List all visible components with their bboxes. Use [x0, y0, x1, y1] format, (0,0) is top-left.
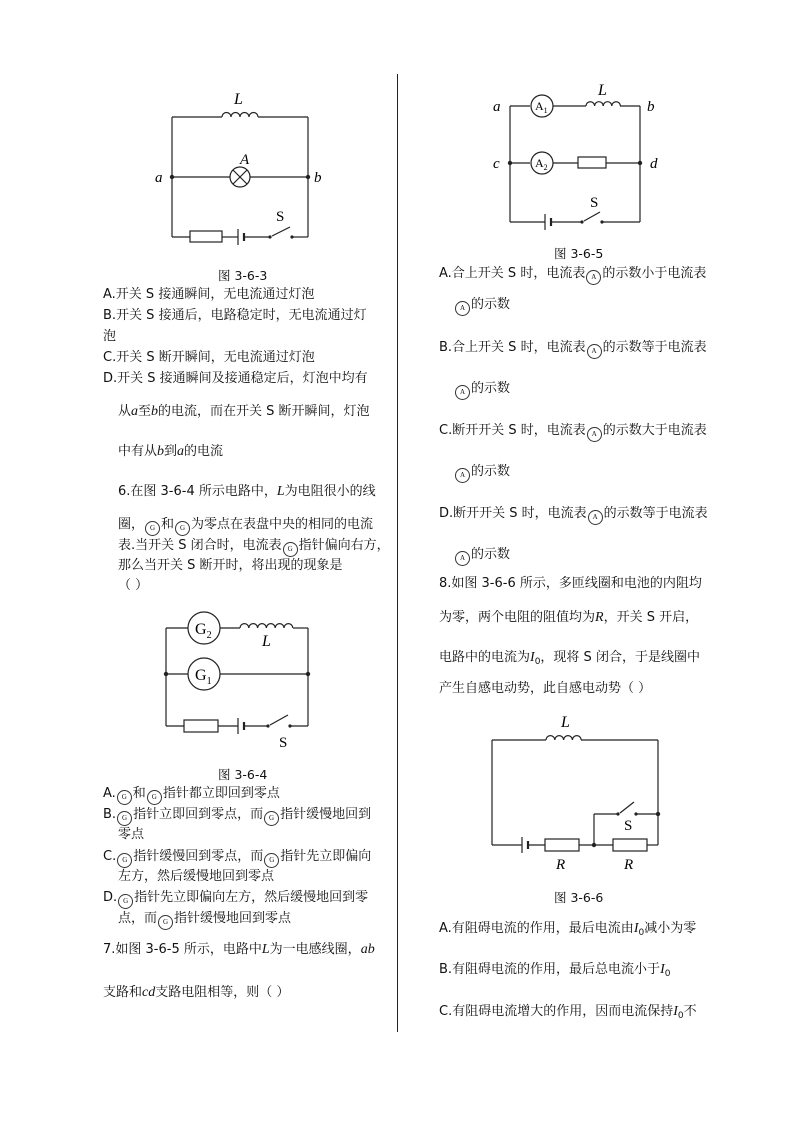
q6-line4: 那么当开关 S 断开时，将出现的现象是: [118, 558, 343, 573]
g1-meter-icon: G: [283, 542, 298, 557]
fig366-label-S: S: [624, 818, 633, 834]
g2-meter-icon: G: [158, 915, 173, 930]
q5-option-d-line2: 从a至b的电流，而在开关 S 断开瞬间，灯泡: [118, 404, 370, 419]
fig364-label-S: S: [279, 735, 288, 751]
q8-option-c: C.有阻碍电流增大的作用，因而电流保持$I_0$不: [439, 1004, 697, 1021]
q7-option-d-line2: A 的示数: [454, 547, 510, 566]
g2-meter-icon: G: [175, 521, 190, 536]
a2-meter-icon: A: [455, 385, 470, 400]
fig363-label-A: A: [240, 152, 250, 168]
q8-line3: 电路中的电流为$I_0$，现将 S 闭合，于是线圈中: [439, 650, 700, 667]
q7-option-a-line2: A 的示数: [454, 297, 510, 316]
q6-option-c-line2: 左方，然后缓慢地回到零点: [118, 869, 275, 884]
svg-text:A1: $A_1$: [535, 99, 548, 115]
fig365-label-c: c: [493, 156, 500, 172]
fig365-label-a: a: [493, 99, 501, 115]
a1-meter-icon: A: [587, 427, 602, 442]
q6-answer-blank: （ ）: [118, 578, 149, 593]
a2-meter-icon: A: [455, 468, 470, 483]
fig364-label-G2: G: [195, 621, 207, 638]
svg-text:G2: $G_2$: [195, 621, 212, 641]
q7-option-a-line1: A.合上开关 S 时，电流表 A 的示数小于电流表: [439, 266, 706, 285]
g1-meter-icon: G: [118, 894, 133, 909]
svg-text:A2: $A_2$: [535, 156, 548, 172]
a1-meter-icon: A: [587, 344, 602, 359]
g1-meter-icon: G: [117, 811, 132, 826]
q5-option-b-line1: B.开关 S 接通后，电路稳定时，无电流通过灯: [103, 308, 367, 323]
q6-option-c-line1: C. G 指针缓慢回到零点，而 G 指针先立即偏向: [103, 849, 371, 868]
fig366-label-R2: R: [624, 857, 634, 873]
fig364-caption: 图 3-6-4: [218, 767, 268, 782]
q8-option-a: A.有阻碍电流的作用，最后电流由$I_0$减小为零: [439, 921, 697, 938]
g2-meter-icon: G: [147, 790, 162, 805]
q7-option-c-line1: C.断开开关 S 时，电流表 A 的示数大于电流表: [439, 423, 707, 442]
q7-option-b-line1: B.合上开关 S 时，电流表 A 的示数等于电流表: [439, 340, 707, 359]
fig366-label-R1: R: [556, 857, 566, 873]
g1-meter-icon: G: [117, 790, 132, 805]
q6-option-d-line2: 点，而 G 指针缓慢地回到零点: [118, 911, 291, 930]
q6-option-b-line1: B. G 指针立即回到零点，而 G 指针缓慢地回到: [103, 807, 371, 826]
fig365-label-L: L: [598, 82, 607, 99]
svg-text:G1: $G_1$: [195, 667, 212, 687]
fig365-caption: 图 3-6-5: [554, 246, 604, 261]
q5-option-d-line3: 中有从b到a的电流: [118, 444, 224, 459]
fig363-label-a: a: [155, 170, 163, 186]
g2-meter-icon: G: [264, 811, 279, 826]
q5-option-d-line1: D.开关 S 接通瞬间及接通稳定后，灯泡中均有: [103, 371, 368, 386]
a2-meter-icon: A: [455, 301, 470, 316]
q6-option-b-line2: 零点: [118, 827, 145, 842]
q6-option-a: A. G 和 G 指针都立即回到零点: [103, 786, 280, 805]
fig365-label-A1: A: [535, 99, 544, 113]
q6-option-d-line1: D. G 指针先立即偏向左方，然后缓慢地回到零: [103, 890, 368, 909]
g1-meter-icon: G: [117, 853, 132, 868]
fig363-label-S: S: [276, 209, 285, 225]
fig364-label-L: L: [262, 633, 271, 650]
fig363-caption: 图 3-6-3: [218, 268, 268, 283]
fig365-label-S: S: [590, 195, 599, 211]
g2-meter-icon: G: [264, 853, 279, 868]
a1-meter-icon: A: [588, 510, 603, 525]
q8-line4: 产生自感电动势，此自感电动势（ ）: [439, 681, 652, 696]
q8-line1: 8.如图 3-6-6 所示，多匝线圈和电池的内阻均: [439, 576, 702, 591]
fig365-label-A2: A: [535, 156, 544, 170]
fig363-label-b: b: [314, 170, 322, 186]
q7-option-d-line1: D.断开开关 S 时，电流表 A 的示数等于电流表: [439, 506, 708, 525]
q8-option-b: B.有阻碍电流的作用，最后总电流小于$I_0$: [439, 962, 671, 979]
q5-option-b-line2: 泡: [103, 329, 117, 344]
q5-option-c: C.开关 S 断开瞬间，无电流通过灯泡: [103, 350, 315, 365]
a1-meter-icon: A: [586, 270, 601, 285]
column-divider: [397, 74, 398, 1032]
q8-line2: 为零，两个电阻的阻值均为R，开关 S 开启，: [439, 610, 699, 625]
q7-line2: 支路和cd支路电阻相等，则（ ）: [103, 985, 290, 1000]
q7-option-b-line2: A 的示数: [454, 381, 510, 400]
fig364-label-G1: G: [195, 667, 207, 684]
fig366-label-L: L: [561, 714, 570, 731]
q6-line2: 圈， G 和 G 为零点在表盘中央的相同的电流: [118, 517, 373, 536]
q7-option-c-line2: A 的示数: [454, 464, 510, 483]
q6-line1: 6.在图 3-6-4 所示电路中，L为电阻很小的线: [118, 484, 376, 499]
g1-meter-icon: G: [145, 521, 160, 536]
q6-line3: 表.当开关 S 闭合时，电流表 G 指针偏向右方，: [118, 538, 390, 557]
a2-meter-icon: A: [455, 551, 470, 566]
q5-option-a: A.开关 S 接通瞬间，无电流通过灯泡: [103, 287, 315, 302]
q7-line1: 7.如图 3-6-5 所示，电路中L为一电感线圈，ab: [103, 942, 375, 957]
fig365-label-b: b: [647, 99, 655, 115]
fig366-caption: 图 3-6-6: [554, 890, 604, 905]
fig363-label-L: L: [234, 91, 243, 108]
fig365-label-d: d: [650, 156, 658, 172]
